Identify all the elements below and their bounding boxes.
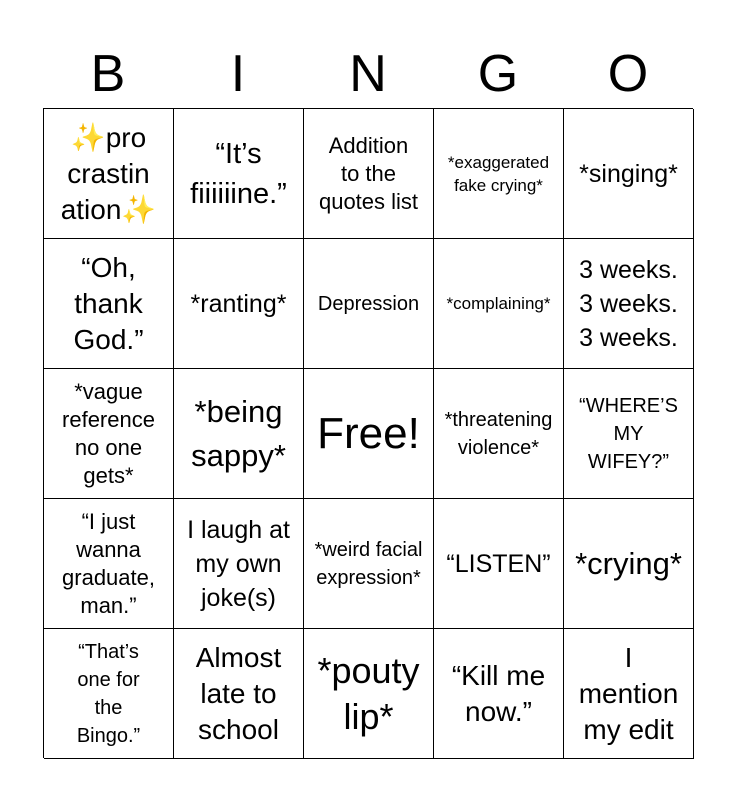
bingo-cell[interactable] [44, 109, 174, 239]
header-letter-n: N [349, 45, 387, 103]
header-letter-g: G [477, 45, 519, 103]
cell-text: Almost late to school [195, 641, 282, 745]
header-letter-o: O [607, 45, 649, 103]
cell-text: ✨pro crastin ation✨ [60, 121, 157, 225]
bingo-cell[interactable] [174, 109, 304, 239]
cell-text: “WHERE’S MY WIFEY?” [579, 394, 678, 473]
cell-text: I laugh at my own joke(s) [187, 515, 290, 612]
bingo-cell[interactable] [174, 629, 304, 759]
bingo-cell[interactable] [174, 499, 304, 629]
cell-text: *vague reference no one gets* [62, 378, 155, 488]
bingo-cell[interactable] [564, 239, 694, 369]
cell-text: “Oh, thank God.” [73, 251, 144, 355]
bingo-cell[interactable] [44, 239, 174, 369]
bingo-cell[interactable] [44, 369, 174, 499]
bingo-cell[interactable] [434, 369, 564, 499]
cell-text: *complaining* [446, 294, 551, 313]
bingo-cell[interactable] [564, 629, 694, 759]
cell-text: 3 weeks. 3 weeks. 3 weeks. [579, 255, 678, 352]
bingo-cell[interactable] [304, 239, 434, 369]
free-space[interactable] [304, 369, 434, 499]
bingo-cell[interactable] [434, 499, 564, 629]
cell-text: “Kill me now.” [451, 659, 546, 727]
bingo-cell[interactable] [304, 499, 434, 629]
cell-text: I mention my edit [578, 641, 679, 745]
cell-text: *threatening violence* [444, 408, 553, 459]
cell-text: *being sappy* [191, 393, 286, 473]
cell-text: *singing* [579, 159, 678, 188]
cell-text: *pouty lip* [317, 649, 420, 737]
header-letter-i: I [230, 45, 246, 103]
cell-text: *weird facial expression* [314, 538, 423, 589]
bingo-cell[interactable] [434, 109, 564, 239]
cell-text: *crying* [575, 545, 682, 581]
bingo-cell[interactable] [564, 109, 694, 239]
bingo-cell[interactable] [564, 369, 694, 499]
bingo-cell[interactable] [44, 499, 174, 629]
cell-text: “It’s fiiiiiine.” [190, 137, 287, 210]
bingo-cell[interactable] [174, 369, 304, 499]
free-space-text: Free! [317, 408, 420, 458]
header-letter-b: B [90, 45, 126, 103]
cell-text: “I just wanna graduate, man.” [62, 508, 155, 618]
bingo-header [43, 40, 693, 108]
bingo-cell[interactable] [174, 239, 304, 369]
cell-text: Depression [317, 292, 420, 315]
bingo-cell[interactable] [434, 239, 564, 369]
cell-text: “LISTEN” [446, 549, 551, 578]
bingo-cell[interactable] [304, 629, 434, 759]
cell-text: “That’s one for the Bingo.” [76, 640, 141, 747]
bingo-board [43, 108, 693, 758]
cell-text: Addition to the quotes list [318, 132, 419, 214]
bingo-cell[interactable] [44, 629, 174, 759]
bingo-cell[interactable] [434, 629, 564, 759]
cell-text: *ranting* [190, 289, 287, 318]
bingo-cell[interactable] [304, 109, 434, 239]
cell-text: *exaggerated fake crying* [447, 152, 550, 195]
bingo-cell[interactable] [564, 499, 694, 629]
